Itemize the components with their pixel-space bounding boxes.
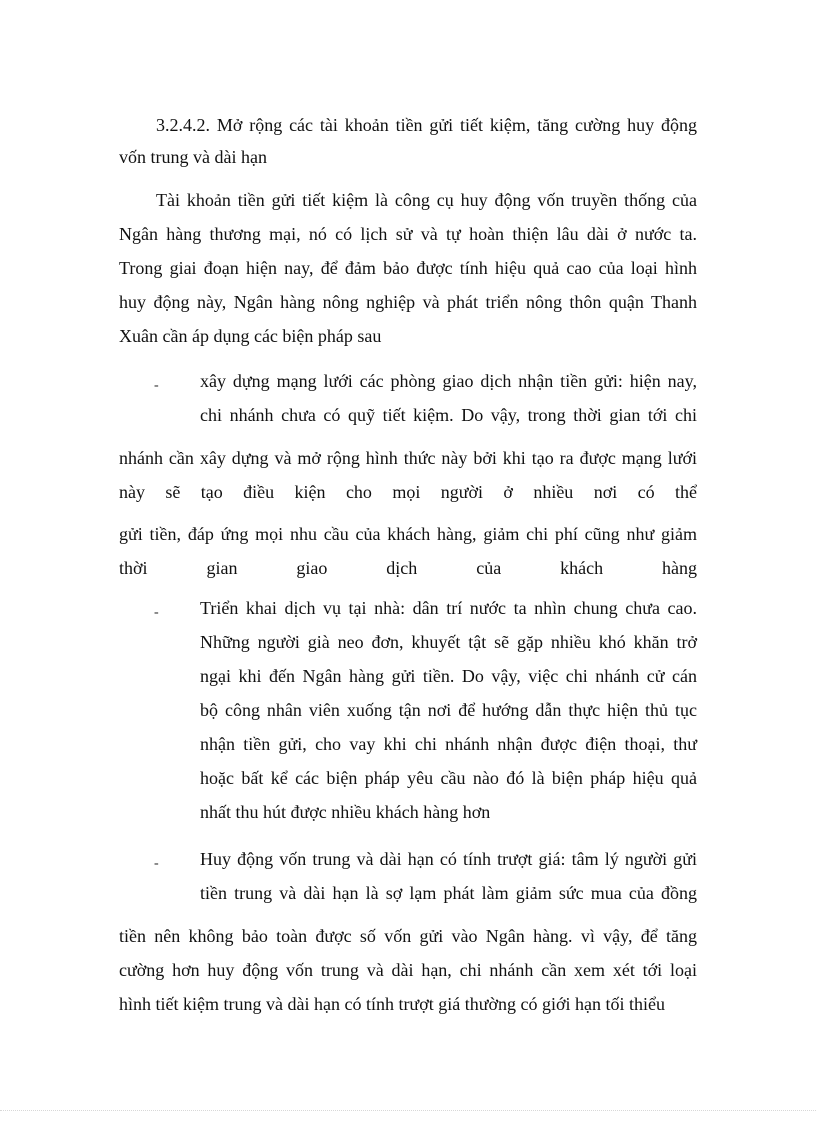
intro-line-2: Ngân hàng thương mại, nó có lịch sử và tự hoàn thiện lâu dài ở nước ta. xyxy=(119,224,697,244)
bullet2-line-7: nhất thu hút được nhiều khách hàng hơn xyxy=(200,802,491,822)
bullet3-line-1: Huy động vốn trung và dài hạn có tính trượt giá: tâm lý người gửi xyxy=(200,849,697,869)
bullet1-line-2: chi nhánh chưa có quỹ tiết kiệm. Do vậy, trong thời gian tới chi xyxy=(200,405,697,425)
intro-line-4: huy động này, Ngân hàng nông nghiệp và phát triển nông thôn quận Thanh xyxy=(119,292,697,312)
page-bottom-rule xyxy=(0,1110,816,1111)
bullet2-line-1: Triển khai dịch vụ tại nhà: dân trí nước ta nhìn chung chưa cao. xyxy=(200,598,697,618)
bullet2-line-5: nhận tiền gửi, cho vay khi chi nhánh nhận được điện thoại, thư xyxy=(200,734,697,754)
bullet1-line-1: xây dựng mạng lưới các phòng giao dịch nhận tiền gửi: hiện nay, xyxy=(200,371,697,391)
bullet3-line-4: cường hơn huy động vốn trung và dài hạn, chi nhánh cần xem xét tới loại xyxy=(119,960,697,980)
bullet1-line-4: này sẽ tạo điều kiện cho mọi người ở nhiều nơi có thể xyxy=(119,482,697,502)
bullet3-line-3: tiền nên không bảo toàn được số vốn gửi vào Ngân hàng. vì vậy, để tăng xyxy=(119,926,697,946)
bullet1-line-3: nhánh cần xây dựng và mở rộng hình thức này bởi khi tạo ra được mạng lưới xyxy=(119,448,697,468)
bullet2-line-6: hoặc bất kể các biện pháp yêu cầu nào đó là biện pháp hiệu quả xyxy=(200,768,697,788)
bullet1-line-5: gửi tiền, đáp ứng mọi nhu cầu của khách hàng, giảm chi phí cũng như giảm xyxy=(119,524,697,544)
section-heading-line-1: 3.2.4.2. Mở rộng các tài khoản tiền gửi tiết kiệm, tăng cường huy động xyxy=(156,115,697,135)
bullet-marker-2: - xyxy=(154,605,159,620)
bullet3-line-2: tiền trung và dài hạn là sợ lạm phát làm giảm sức mua của đồng xyxy=(200,883,697,903)
intro-line-3: Trong giai đoạn hiện nay, để đảm bảo được tính hiệu quả cao của loại hình xyxy=(119,258,697,278)
bullet2-line-2: Những người già neo đơn, khuyết tật sẽ gặp nhiều khó khăn trở xyxy=(200,632,697,652)
bullet1-line-6: thời gian giao dịch của khách hàng xyxy=(119,558,697,578)
section-heading-line-2: vốn trung và dài hạn xyxy=(119,147,267,167)
bullet2-line-3: ngại khi đến Ngân hàng gửi tiền. Do vậy, việc chi nhánh cử cán xyxy=(200,666,697,686)
bullet2-line-4: bộ công nhân viên xuống tận nơi để hướng dẫn thực hiện thủ tục xyxy=(200,700,697,720)
bullet-marker-1: - xyxy=(154,378,159,393)
intro-line-1: Tài khoản tiền gửi tiết kiệm là công cụ huy động vốn truyền thống của xyxy=(156,190,697,210)
intro-line-5: Xuân cần áp dụng các biện pháp sau xyxy=(119,326,382,346)
bullet3-line-5: hình tiết kiệm trung và dài hạn có tính trượt giá thường có giới hạn tối thiểu xyxy=(119,994,665,1014)
bullet-marker-3: - xyxy=(154,856,159,871)
